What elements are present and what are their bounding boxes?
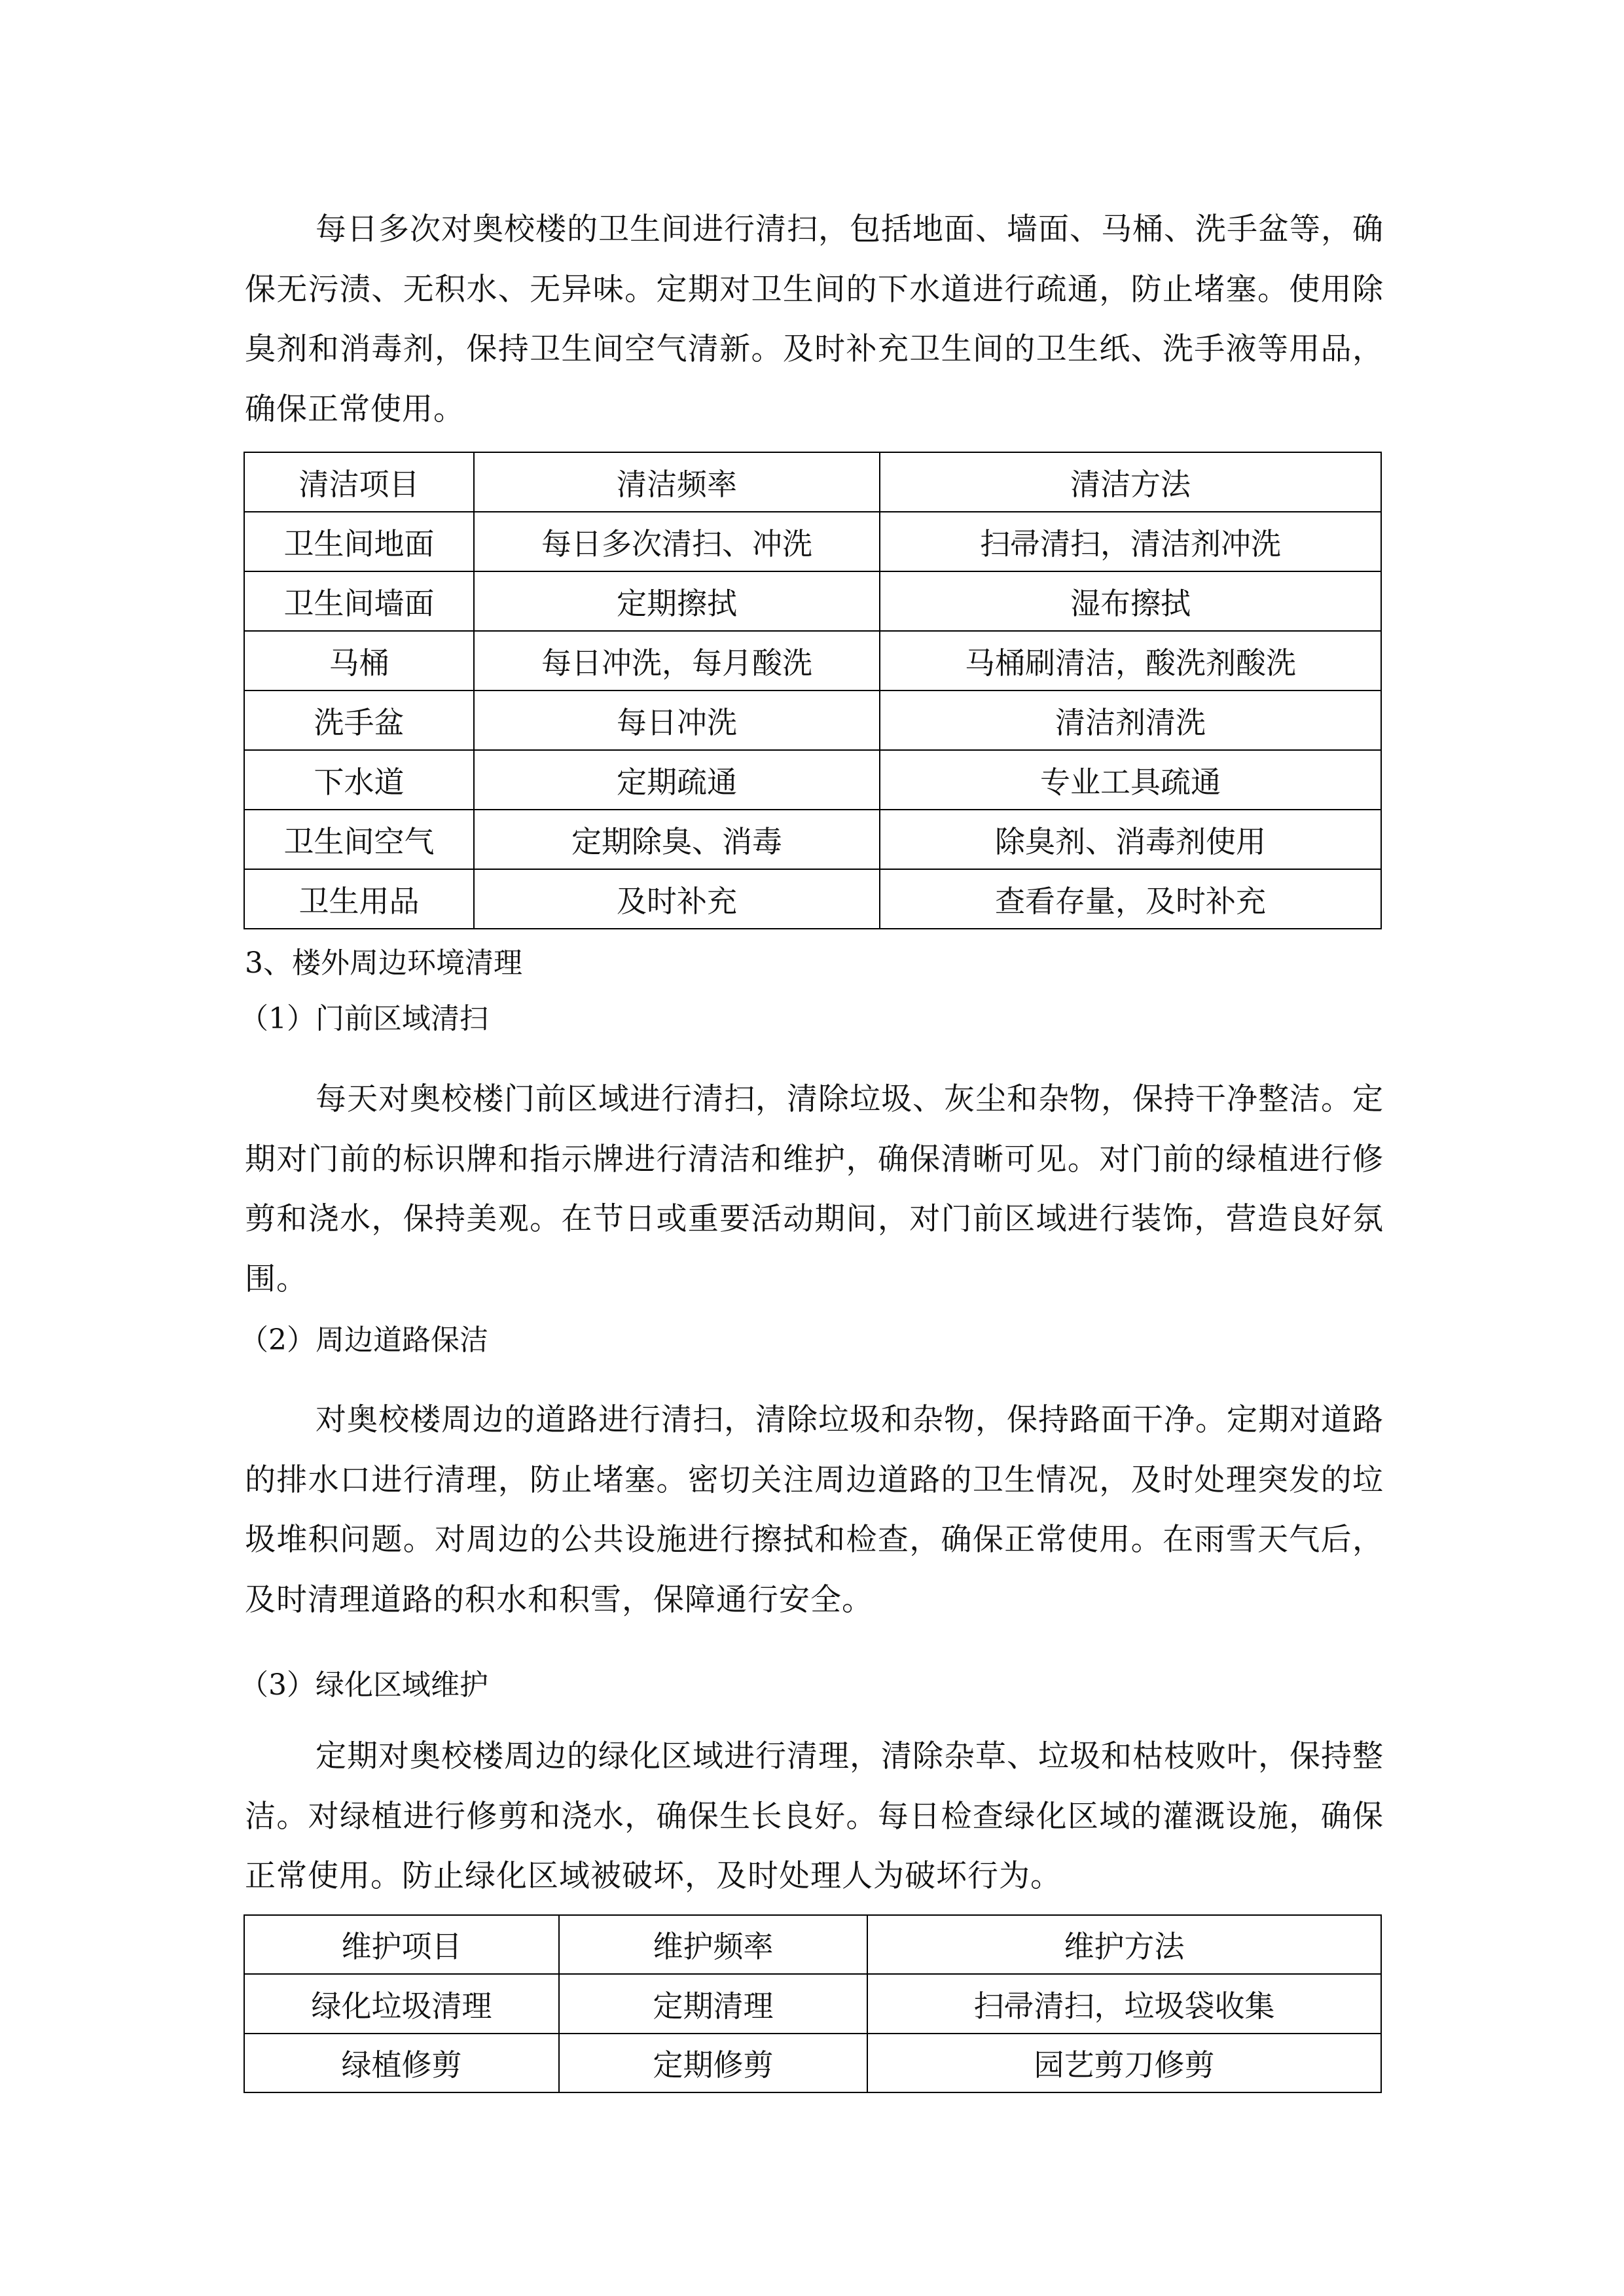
table-cell: 卫生间地面 — [244, 512, 474, 571]
table-cell: 定期清理 — [559, 1974, 867, 2034]
table-header-row — [244, 1915, 1381, 1974]
table-cell: 每日冲洗 — [474, 691, 880, 750]
table-cell: 定期除臭、消毒 — [474, 810, 880, 869]
table-cell: 定期修剪 — [559, 2034, 867, 2092]
paragraph-text: 每天对奥校楼门前区域进行清扫，清除垃圾、灰尘和杂物，保持干净整洁。定期对门前的标识牌和指示牌进行清洁和维护，确保清晰可见。对门前的绿植进行修剪和浇水，保持美观。在节日或重要活动期间，对门前区域进行装饰，营造良好氛围。 — [245, 1081, 1384, 1297]
table-row — [244, 512, 1381, 571]
table-row — [244, 869, 1381, 929]
table-cell: 查看存量，及时补充 — [880, 869, 1381, 929]
table-row — [244, 2034, 1381, 2092]
subsection-heading: （1）门前区域清扫 — [240, 1002, 488, 1035]
table-cell: 卫生用品 — [244, 869, 474, 929]
table-row — [244, 1974, 1381, 2034]
table-header-row — [244, 452, 1381, 512]
table-header-cell: 清洁频率 — [474, 452, 880, 512]
paragraph-text: 对奥校楼周边的道路进行清扫，清除垃圾和杂物，保持路面干净。定期对道路的排水口进行清理，防止堵塞。密切关注周边道路的卫生情况，及时处理突发的垃圾堆积问题。对周边的公共设施进行擦拭和检查，确保正常使用。在雨雪天气后，及时清理道路的积水和积雪，保障通行安全。 — [245, 1402, 1384, 1618]
subsection-heading: （3）绿化区域维护 — [240, 1668, 488, 1702]
subsection-heading: （2）周边道路保洁 — [240, 1323, 488, 1357]
table-cell: 定期擦拭 — [474, 571, 880, 631]
table-row — [244, 631, 1381, 691]
table-cell: 马桶 — [244, 631, 474, 691]
table-cell: 洗手盆 — [244, 691, 474, 750]
table-cell: 马桶刷清洁，酸洗剂酸洗 — [880, 631, 1381, 691]
table-cell: 专业工具疏通 — [880, 750, 1381, 810]
table-row — [244, 750, 1381, 810]
table-cell: 绿植修剪 — [244, 2034, 559, 2092]
table-cell: 及时补充 — [474, 869, 880, 929]
paragraph-road-cleaning — [245, 1390, 1384, 1630]
table-row — [244, 810, 1381, 869]
table-cell: 除臭剂、消毒剂使用 — [880, 810, 1381, 869]
table-cell: 湿布擦拭 — [880, 571, 1381, 631]
paragraph-green-maintenance — [245, 1727, 1384, 1907]
table-cell: 园艺剪刀修剪 — [867, 2034, 1381, 2092]
table-header-cell: 维护项目 — [244, 1915, 559, 1974]
intro-paragraph-text: 每日多次对奥校楼的卫生间进行清扫，包括地面、墙面、马桶、洗手盆等，确保无污渍、无积水、无异味。定期对卫生间的下水道进行疏通，防止堵塞。使用除臭剂和消毒剂，保持卫生间空气清新。及时补充卫生间的卫生纸、洗手液等用品，确保正常使用。 — [245, 211, 1384, 427]
table-cell: 每日冲洗，每月酸洗 — [474, 631, 880, 691]
section-heading: 3、楼外周边环境清理 — [245, 946, 522, 980]
table-cell: 下水道 — [244, 750, 474, 810]
table-cell: 绿化垃圾清理 — [244, 1974, 559, 2034]
table-cell: 定期疏通 — [474, 750, 880, 810]
table-header-cell: 清洁方法 — [880, 452, 1381, 512]
paragraph-entrance-cleaning — [245, 1069, 1384, 1309]
maintenance-table — [244, 1914, 1382, 2093]
intro-paragraph — [245, 200, 1384, 439]
table-cell: 每日多次清扫、冲洗 — [474, 512, 880, 571]
table-row — [244, 571, 1381, 631]
paragraph-text: 定期对奥校楼周边的绿化区域进行清理，清除杂草、垃圾和枯枝败叶，保持整洁。对绿植进行修剪和浇水，确保生长良好。每日检查绿化区域的灌溉设施，确保正常使用。防止绿化区域被破坏，及时处理人为破坏行为。 — [245, 1738, 1384, 1894]
table-header-cell: 维护方法 — [867, 1915, 1381, 1974]
table-cell: 清洁剂清洗 — [880, 691, 1381, 750]
cleaning-table — [244, 452, 1382, 929]
table-cell: 卫生间空气 — [244, 810, 474, 869]
table-cell: 扫帚清扫，垃圾袋收集 — [867, 1974, 1381, 2034]
table-header-cell: 清洁项目 — [244, 452, 474, 512]
table-header-cell: 维护频率 — [559, 1915, 867, 1974]
table-cell: 扫帚清扫，清洁剂冲洗 — [880, 512, 1381, 571]
table-cell: 卫生间墙面 — [244, 571, 474, 631]
table-row — [244, 691, 1381, 750]
